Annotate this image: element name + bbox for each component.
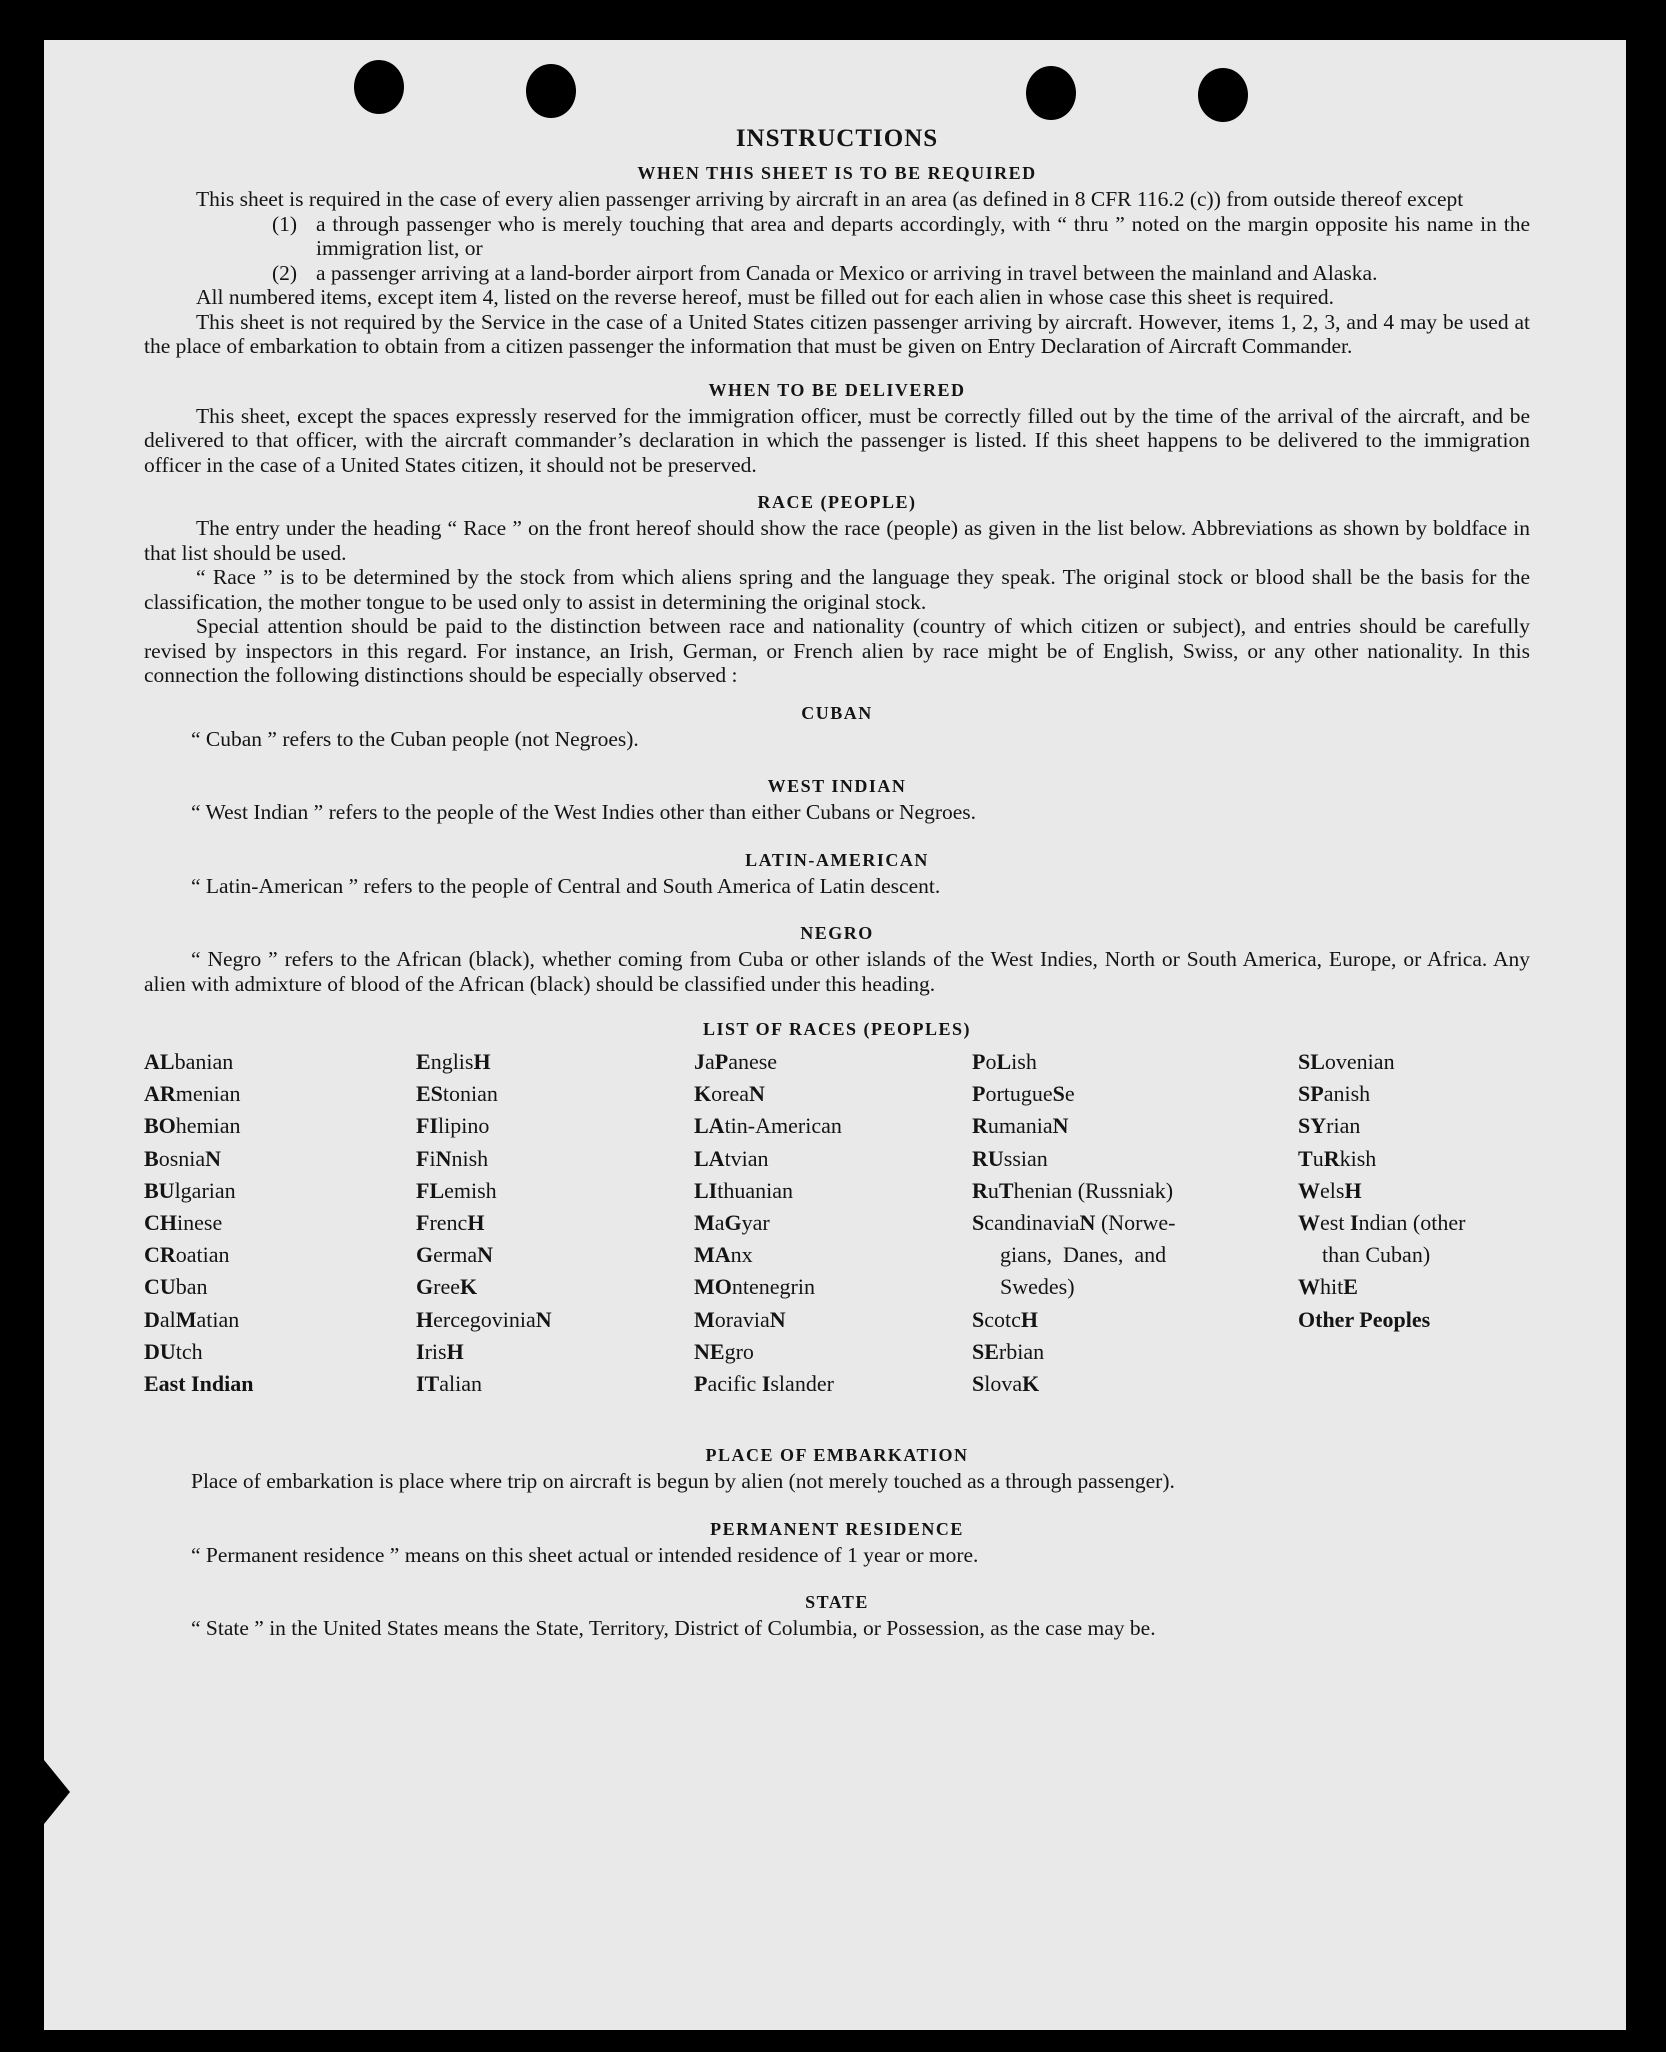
race-entry: LAtin-American (694, 1113, 842, 1139)
race-entry: MAnx (694, 1242, 753, 1268)
paragraph: “ Cuban ” refers to the Cuban people (not Negroes). (191, 726, 639, 751)
heading-latin-american: LATIN-AMERICAN (745, 849, 929, 870)
races-column (144, 1046, 253, 1400)
race-entry: EnglisH (416, 1049, 491, 1074)
punch-hole (1198, 68, 1248, 122)
race-entry: DUtch (144, 1338, 203, 1364)
race-entry: RuThenian (Russniak) (972, 1177, 1174, 1203)
race-entry: LAtvian (694, 1145, 769, 1171)
paragraph: This sheet is not required by the Service in the case of a United States citizen passenger arriving by aircraft. However, items 1, 2, 3, and 4 may be used at the place of embarkation to obtain from a citizen passenger the information that must be given on Entry Declaration of Aircraft Commander. (144, 309, 1530, 358)
heading-list-of-races: LIST OF RACES (PEOPLES) (702, 1019, 972, 1039)
races-column (1298, 1046, 1465, 1336)
race-entry: CHinese (144, 1210, 223, 1236)
heading-west-indian: WEST INDIAN (767, 776, 907, 796)
race-entry: BUlgarian (144, 1177, 236, 1203)
race-entry: ScandinaviaN (Norwe- (972, 1210, 1176, 1236)
race-entry: EStonian (416, 1081, 498, 1107)
item-number: (2) (272, 260, 298, 285)
race-entry: PoLish (972, 1049, 1037, 1074)
paragraph: The entry under the heading “ Race ” on the front hereof should show the race (people) as given in the list below. Abbreviations as shown by boldface in that list should be used. (144, 516, 1530, 565)
race-entry: FiNnish (416, 1145, 489, 1171)
page-title: INSTRUCTIONS (735, 125, 939, 152)
race-entry: MoraviaN (694, 1306, 786, 1332)
race-entry: IrisH (416, 1338, 464, 1364)
race-entry: GreeK (416, 1274, 478, 1300)
heading-cuban: CUBAN (801, 702, 873, 723)
list-item (272, 212, 1530, 261)
race-entry: ARmenian (144, 1081, 241, 1107)
race-entry: Pacific Islander (694, 1371, 834, 1397)
heading-embarkation: PLACE OF EMBARKATION (705, 1445, 969, 1465)
races-column (694, 1046, 842, 1400)
torn-edge (44, 1760, 70, 1824)
race-entry: JaPanese (694, 1049, 778, 1074)
paragraph: All numbered items, except item 4, listed on the reverse hereof, must be filled out for each alien in whose case this sheet is required. (196, 285, 1334, 309)
race-entry: BosniaN (144, 1145, 222, 1171)
race-entry: SlovaK (972, 1371, 1040, 1397)
race-entry: SErbian (972, 1338, 1045, 1364)
paragraph: “ West Indian ” refers to the people of the West Indies other than either Cubans or Negroes. (191, 800, 977, 824)
item-text: a passenger arriving at a land-border airport from Canada or Mexico or arriving in travel between the mainland and Alaska. (316, 260, 1378, 285)
paragraph: “ Race ” is to be determined by the stock from which aliens spring and the language they speak. The original stock or blood shall be the basis for the classification, the mother tongue to be used only to assist in determining the original stock. (144, 565, 1530, 614)
document-content (144, 120, 1530, 1641)
paragraph: Special attention should be paid to the distinction between race and nationality (country of which citizen or subject), and entries should be carefully revised by inspectors in this regard. For instance, an Irish, German, or French alien by race might be of English, Swiss, or any other nationality. In this connection the following distinctions should be especially observed : (144, 614, 1530, 687)
race-entry: MaGyar (694, 1210, 770, 1236)
heading-permanent-residence: PERMANENT RESIDENCE (710, 1518, 964, 1539)
race-entry: than Cuban) (1322, 1242, 1431, 1268)
race-entry: SPanish (1298, 1081, 1371, 1107)
item-text: a through passenger who is merely touching that area and departs accordingly, with “ thru ” noted on the margin opposite his name in the immigration list, or (316, 211, 1530, 260)
race-entry: DalMatian (144, 1306, 240, 1332)
heading-race: RACE (PEOPLE) (757, 492, 917, 512)
race-entry: East Indian (144, 1371, 254, 1397)
heading-when-delivered: WHEN TO BE DELIVERED (708, 379, 966, 400)
race-entry: GermaN (416, 1242, 493, 1268)
paragraph: This sheet is required in the case of every alien passenger arriving by aircraft in an area (as defined in 8 CFR 116.2 (c)) from outside thereof except (196, 187, 1464, 211)
race-entry: WelsH (1298, 1177, 1362, 1203)
race-entry: FIlipino (416, 1113, 490, 1139)
races-column (972, 1046, 1227, 1400)
paragraph: “ Permanent residence ” means on this sheet actual or intended residence of 1 year or more. (191, 1542, 979, 1567)
race-entry: SYrian (1298, 1113, 1361, 1139)
race-entry: KoreaN (694, 1081, 765, 1107)
race-entry: BOhemian (144, 1113, 241, 1139)
race-entry: gians, Danes, and (1000, 1242, 1167, 1268)
races-column (416, 1046, 552, 1400)
list-item (272, 261, 1530, 286)
punch-hole (526, 64, 576, 118)
race-entry: Other Peoples (1298, 1306, 1431, 1332)
race-entry: CRoatian (144, 1242, 230, 1268)
race-entry: West Indian (other (1298, 1210, 1466, 1236)
race-entry: Swedes) (1000, 1274, 1075, 1300)
race-entry: RUssian (972, 1145, 1048, 1171)
punch-hole (354, 60, 404, 114)
heading-negro: NEGRO (800, 923, 874, 943)
race-entry: FLemish (416, 1177, 497, 1203)
race-entry: MOntenegrin (694, 1274, 815, 1300)
paragraph: “ Negro ” refers to the African (black), whether coming from Cuba or other islands of the West Indies, North or South America, Europe, or Africa. Any alien with admixture of blood of the African (black) should be classified under this heading. (144, 947, 1530, 996)
race-entry: HercegoviniaN (416, 1306, 552, 1332)
races-list (144, 1046, 1530, 1436)
race-entry: TuRkish (1298, 1145, 1377, 1171)
race-entry: LIthuanian (694, 1177, 794, 1203)
race-entry: NEgro (694, 1338, 754, 1364)
race-entry: CUban (144, 1274, 208, 1300)
race-entry: FrencH (416, 1210, 485, 1236)
race-entry: ALbanian (144, 1049, 234, 1074)
item-number: (1) (272, 211, 298, 236)
paragraph: “ State ” in the United States means the State, Territory, District of Columbia, or Possession, as the case may be. (191, 1616, 1156, 1640)
race-entry: PortugueSe (972, 1081, 1075, 1107)
paragraph: This sheet, except the spaces expressly reserved for the immigration officer, must be correctly filled out by the time of the arrival of the aircraft, and be delivered to that officer, with the aircraft commander’s declaration in which the passenger is listed. If this sheet happens to be delivered to the immigration officer in the case of a United States citizen, it should not be preserved. (144, 403, 1530, 477)
race-entry: ScotcH (972, 1306, 1039, 1332)
race-entry: ITalian (416, 1371, 483, 1397)
heading-when-required: WHEN THIS SHEET IS TO BE REQUIRED (637, 163, 1037, 183)
paragraph: Place of embarkation is place where trip on aircraft is begun by alien (not merely touched as a through passenger). (191, 1469, 1175, 1493)
race-entry: SLovenian (1298, 1049, 1395, 1074)
race-entry: RumaniaN (972, 1113, 1069, 1139)
heading-state: STATE (805, 1592, 869, 1612)
race-entry: WhitE (1298, 1274, 1358, 1300)
paragraph: “ Latin-American ” refers to the people of Central and South America of Latin descent. (191, 873, 941, 898)
punch-hole (1026, 66, 1076, 120)
